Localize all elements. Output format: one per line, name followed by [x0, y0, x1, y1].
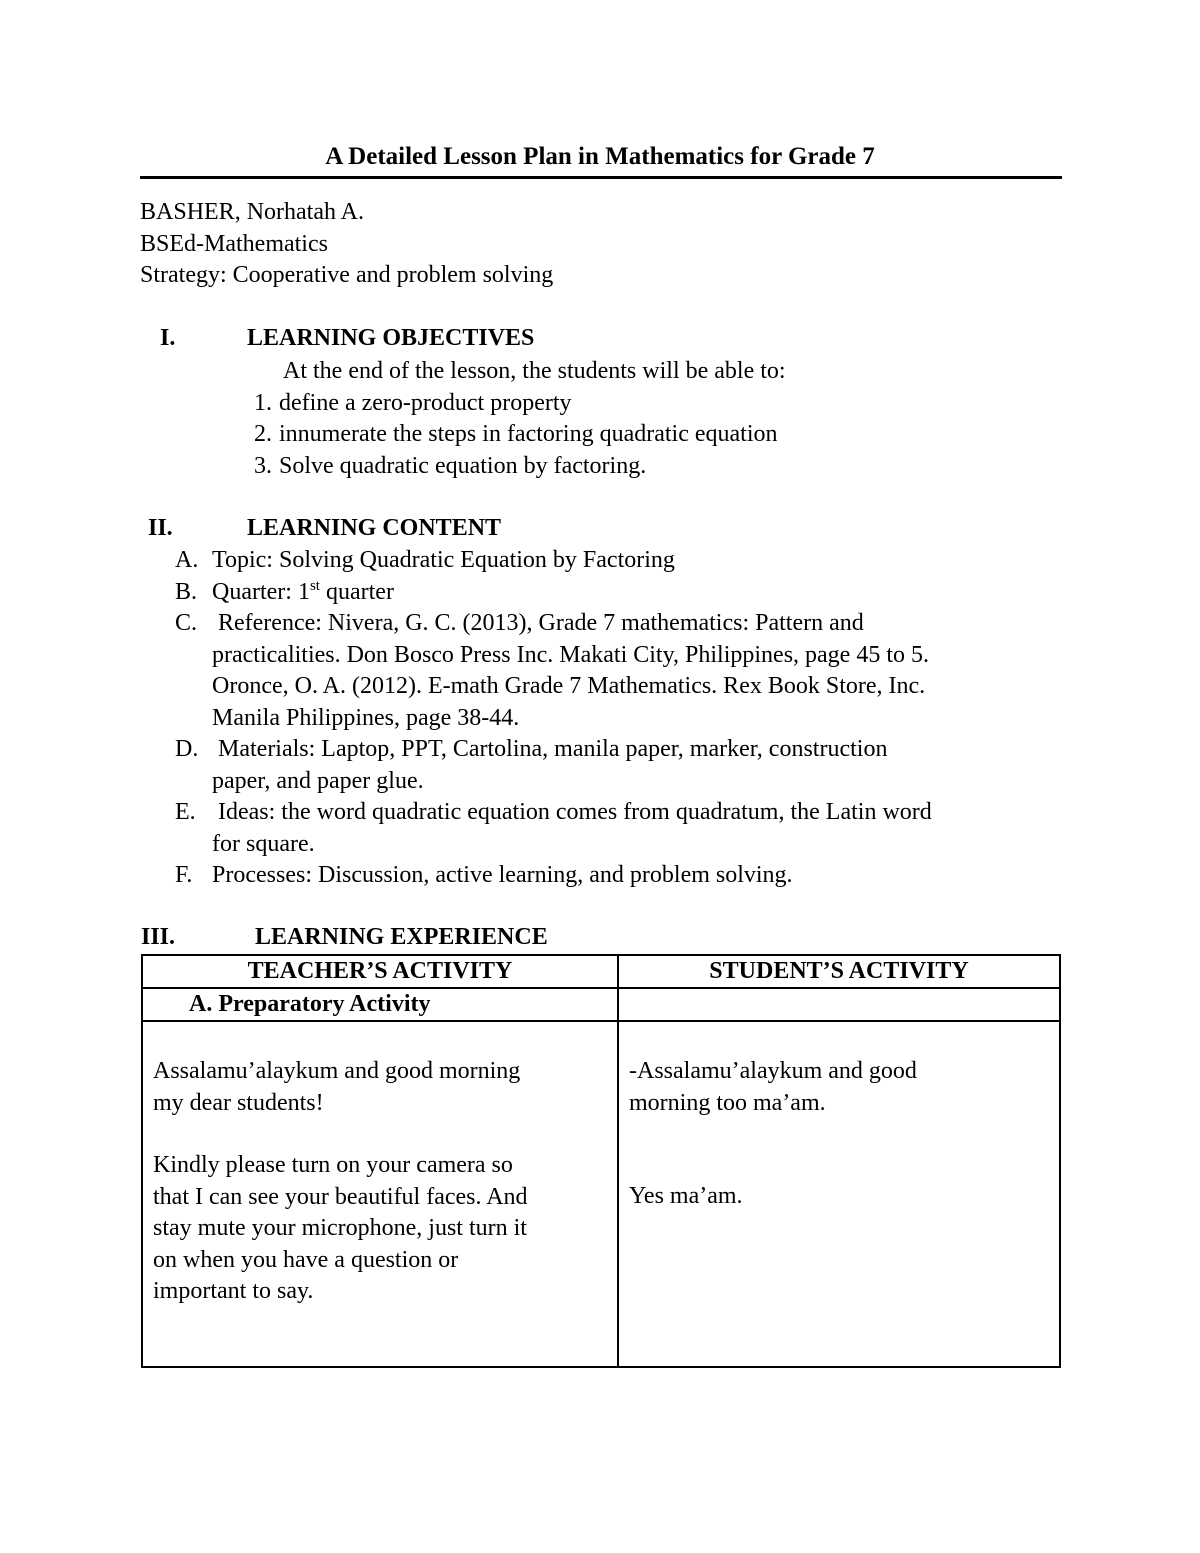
list-item-text: define a zero-product property: [279, 389, 572, 416]
text-line: paper, and paper glue.: [212, 767, 424, 794]
list-item-letter: E.: [175, 799, 196, 825]
list-item-number: 1.: [254, 389, 272, 416]
teacher-greeting: [153, 1056, 607, 1119]
list-item: [175, 545, 932, 577]
section-number: III.: [141, 924, 176, 950]
list-item-text: [212, 797, 932, 860]
text-line: Yes ma’am.: [629, 1183, 743, 1209]
section-title: LEARNING OBJECTIVES: [247, 325, 535, 351]
text-line: my dear students!: [153, 1089, 324, 1116]
text-line: stay mute your microphone, just turn it: [153, 1215, 527, 1241]
section-title: LEARNING EXPERIENCE: [255, 924, 548, 950]
author-name: BASHER, Norhatah A.: [140, 199, 364, 225]
text-line: Oronce, O. A. (2012). E-math Grade 7 Mathematics. Rex Book Store, Inc.: [212, 673, 926, 699]
text-line: Kindly please turn on your camera so: [153, 1152, 513, 1178]
list-item: [254, 388, 786, 420]
table-row: [142, 988, 1060, 1021]
list-item: [175, 577, 932, 609]
document-header-info: [140, 197, 553, 292]
preparatory-activity-label: A. Preparatory Activity: [142, 988, 618, 1021]
text-line: Manila Philippines, page 38-44.: [212, 704, 520, 731]
section-title: LEARNING CONTENT: [247, 515, 502, 541]
text-line: on when you have a question or: [153, 1246, 459, 1273]
quarter-suffix: quarter: [319, 578, 394, 605]
list-item-text: Solve quadratic equation by factoring.: [279, 452, 647, 479]
text-line: Materials: Laptop, PPT, Cartolina, manila paper, marker, construction: [212, 736, 888, 762]
table-row: [142, 1021, 1060, 1367]
student-activity-cell: [618, 1021, 1060, 1367]
list-item-text: [212, 577, 394, 609]
text-line: morning too ma’am.: [629, 1089, 826, 1116]
list-item: [175, 860, 932, 892]
list-item-letter: B.: [175, 578, 198, 605]
list-item-letter: C.: [175, 610, 198, 636]
text-line: practicalities. Don Bosco Press Inc. Makati City, Philippines, page 45 to 5.: [212, 641, 929, 668]
list-item: [254, 451, 786, 483]
text-line: Assalamu’alaykum and good morning: [153, 1058, 521, 1084]
objectives-intro: At the end of the lesson, the students will be able to:: [283, 358, 786, 384]
teacher-activity-header: TEACHER’S ACTIVITY: [142, 955, 618, 988]
list-item-letter: D.: [175, 736, 199, 762]
learning-content-list: [175, 545, 932, 892]
list-item-number: 3.: [254, 452, 272, 479]
text-line: -Assalamu’alaykum and good: [629, 1058, 917, 1084]
list-item: [175, 797, 932, 860]
text-line: important to say.: [153, 1278, 314, 1304]
list-item: [175, 734, 932, 797]
list-item-text: [212, 734, 887, 797]
list-item-letter: F.: [175, 862, 193, 888]
student-activity-header: STUDENT’S ACTIVITY: [618, 955, 1060, 988]
list-item: [254, 419, 786, 451]
teacher-activity-cell: [142, 1021, 618, 1367]
quarter-superscript: st: [309, 577, 320, 594]
list-item-number: 2.: [254, 421, 272, 447]
student-greeting: [629, 1056, 1049, 1119]
list-item-text: [212, 608, 929, 734]
spacer: [629, 1150, 1049, 1181]
learning-objectives-list: [254, 356, 786, 482]
list-item-text: innumerate the steps in factoring quadratic equation: [279, 421, 778, 447]
teacher-instruction: [153, 1150, 607, 1308]
document-title: A Detailed Lesson Plan in Mathematics for Grade 7: [325, 143, 875, 170]
list-item-text: Topic: Solving Quadratic Equation by Factoring: [212, 547, 675, 573]
table-header-row: [142, 955, 1060, 988]
section-number: I.: [160, 325, 176, 351]
list-item: [175, 608, 932, 734]
text-line: Reference: Nivera, G. C. (2013), Grade 7 mathematics: Pattern and: [212, 610, 864, 636]
list-item-letter: A.: [175, 547, 199, 573]
student-response: [629, 1181, 1049, 1213]
text-line: Ideas: the word quadratic equation comes from quadratum, the Latin word: [212, 799, 932, 825]
program-name: BSEd-Mathematics: [140, 230, 328, 257]
empty-cell: [618, 988, 1060, 1021]
strategy-line: Strategy: Cooperative and problem solving: [140, 262, 554, 288]
text-line: for square.: [212, 830, 315, 857]
section-number: II.: [148, 515, 173, 541]
list-item-text: Processes: Discussion, active learning, and problem solving.: [212, 862, 793, 888]
quarter-prefix: Quarter: 1: [212, 578, 310, 605]
title-divider: [140, 176, 1062, 179]
learning-experience-table: [141, 954, 1061, 1368]
text-line: that I can see your beautiful faces. And: [153, 1183, 528, 1210]
